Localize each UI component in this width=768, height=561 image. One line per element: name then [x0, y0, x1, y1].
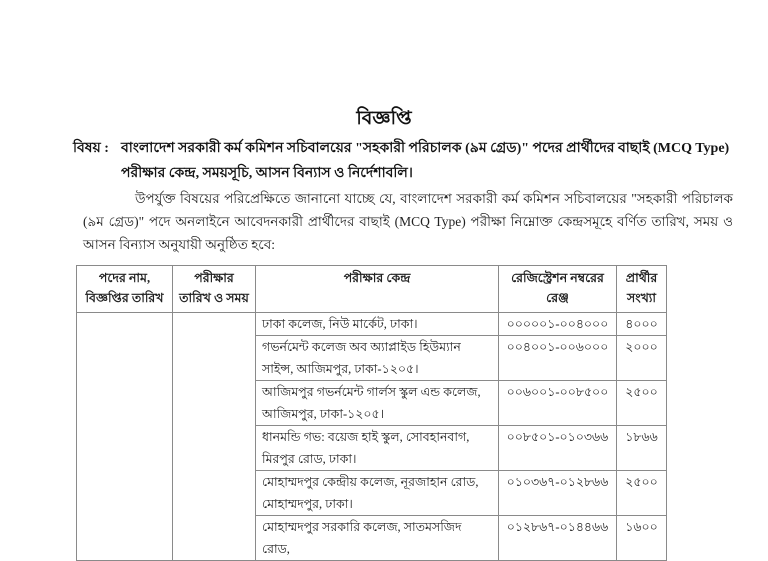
exam-center-cell: আজিমপুর গভর্নমেন্ট গার্লস স্কুল এন্ড কলেজ, আজিমপুর, ঢাকা-১২০৫।	[256, 381, 499, 426]
reg-range-cell: ০০৬০০১-০০৮৫০০	[499, 381, 617, 426]
reg-range-cell: ০০৮৫০১-০১০৩৬৬	[499, 426, 617, 471]
candidate-count-cell: ২৫০০	[617, 471, 667, 516]
reg-range-cell: ০০৪০০১-০০৬০০০	[499, 336, 617, 381]
candidate-count-cell: ২০০০	[617, 336, 667, 381]
post-name-cell	[77, 313, 173, 561]
subject-line-2: পরীক্ষার কেন্দ্র, সময়সূচি, আসন বিন্যাস ও নির্দেশাবলি।	[121, 166, 413, 181]
exam-center-cell: ঢাকা কলেজ, নিউ মার্কেট, ঢাকা।	[256, 313, 499, 336]
header-reg-range: রেজিস্ট্রেশন নম্বরের রেঞ্জ	[499, 266, 617, 313]
header-exam-date: পরীক্ষার তারিখ ও সময়	[173, 266, 256, 313]
subject-label: বিষয় :	[73, 141, 109, 156]
notice-body	[83, 187, 733, 256]
header-candidate-count: প্রার্থীর সংখ্যা	[617, 266, 667, 313]
reg-range-cell: ০০০০০১-০০৪০০০	[499, 313, 617, 336]
table-row	[77, 313, 667, 336]
candidate-count-cell: ২৫০০	[617, 381, 667, 426]
header-exam-center: পরীক্ষার কেন্দ্র	[256, 266, 499, 313]
candidate-count-cell: ৪০০০	[617, 313, 667, 336]
exam-center-cell: মোহাম্মদপুর সরকারি কলেজ, সাতমসজিদ রোড,	[256, 516, 499, 561]
table-header-row	[77, 266, 667, 313]
candidate-count-cell: ১৬০০	[617, 516, 667, 561]
reg-range-cell: ০১০৩৬৭-০১২৮৬৬	[499, 471, 617, 516]
exam-center-cell: ধানমন্ডি গভ: বয়েজ হাই স্কুল, সোবহানবাগ, মিরপুর রোড, ঢাকা।	[256, 426, 499, 471]
exam-center-table	[76, 265, 667, 561]
candidate-count-cell: ১৮৬৬	[617, 426, 667, 471]
notice-title: বিজ্ঞপ্তি	[356, 108, 412, 129]
header-post-name: পদের নাম, বিজ্ঞপ্তির তারিখ	[77, 266, 173, 313]
reg-range-cell: ০১২৮৬৭-০১৪৪৬৬	[499, 516, 617, 561]
notice-body-text: উপর্যুক্ত বিষয়ের পরিপ্রেক্ষিতে জানানো যাচ্ছে যে, বাংলাদেশ সরকারী কর্ম কমিশন সচিবালয়ের "সহকারী পরিচালক (৯ম গ্রেড)" পদে অনলাইনে আবেদনকারী প্রার্থীদের বাছাই (MCQ Type) পরীক্ষা নিম্নোক্ত কেন্দ্রসমূহে বর্ণিত তারিখ, সময় ও আসন বিন্যাস অনুযায়ী অনুষ্ঠিত হবে:	[83, 191, 733, 252]
subject-line-1: বাংলাদেশ সরকারী কর্ম কমিশন সচিবালয়ের "সহকারী পরিচালক (৯ম গ্রেড)" পদের প্রার্থীদের বাছাই (MCQ Type)	[121, 141, 730, 156]
exam-date-cell	[173, 313, 256, 561]
exam-center-cell: গভর্নমেন্ট কলেজ অব অ্যাপ্লাইড হিউম্যান সাইন্স, আজিমপুর, ঢাকা-১২০৫।	[256, 336, 499, 381]
notice-subject	[73, 136, 733, 186]
exam-center-cell: মোহাম্মদপুর কেন্দ্রীয় কলেজ, নূরজাহান রোড, মোহাম্মদপুর, ঢাকা।	[256, 471, 499, 516]
